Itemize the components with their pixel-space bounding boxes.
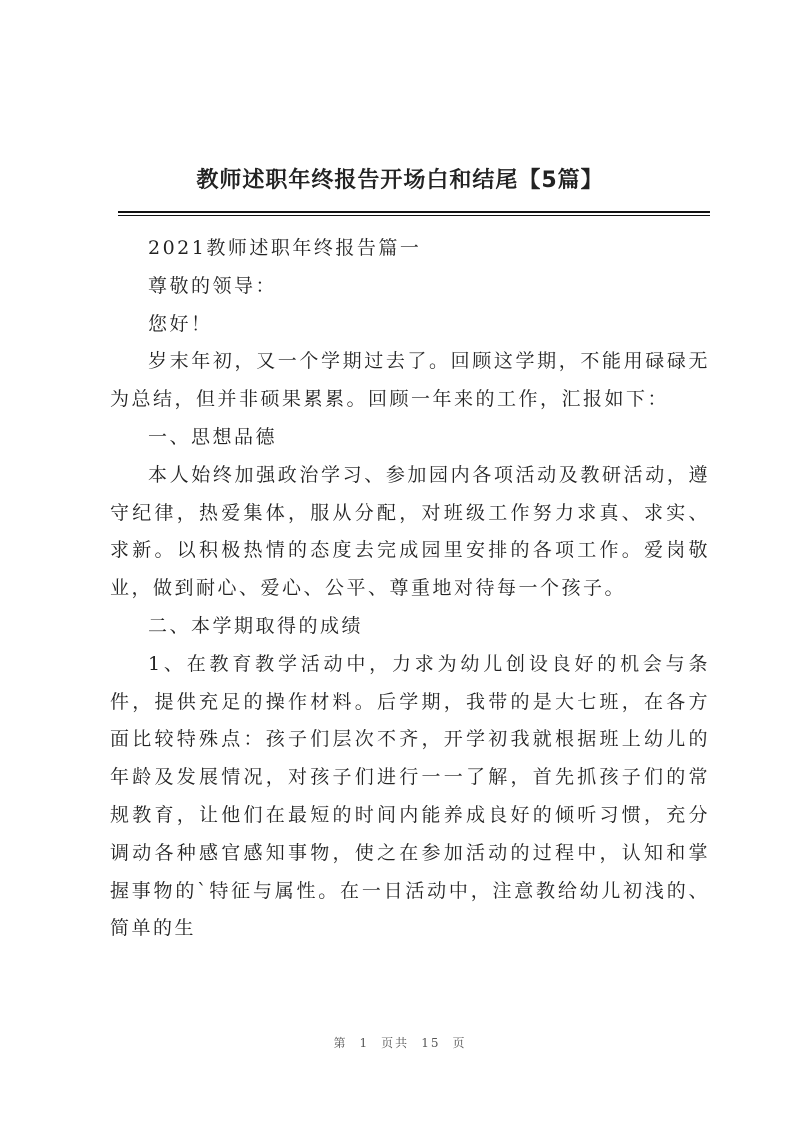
- section-heading: 2021教师述职年终报告篇一: [148, 237, 422, 259]
- page-footer: [0, 1034, 800, 1051]
- subheading-achievements: 二、本学期取得的成绩: [148, 614, 364, 637]
- document-body: [110, 230, 710, 948]
- footer-page-number: 1: [359, 1036, 370, 1050]
- footer-suffix: 页: [452, 1036, 467, 1050]
- title-divider-thick: [118, 211, 710, 213]
- footer-middle: 页共: [381, 1036, 410, 1050]
- subheading-ideology: 一、思想品德: [148, 425, 278, 448]
- salutation: 尊敬的领导：: [148, 274, 278, 297]
- document-title: 教师述职年终报告开场白和结尾【5篇】: [196, 168, 604, 193]
- footer-prefix: 第: [333, 1036, 348, 1050]
- greeting: 您好！: [148, 312, 213, 335]
- title-divider-thin: [118, 215, 710, 216]
- footer-total-pages: 15: [421, 1036, 441, 1050]
- body-paragraph: 本人始终加强政治学习、参加园内各项活动及教研活动，遵守纪律，热爱集体，服从分配，对班级工作努力求真、求实、求新。以积极热情的态度去完成园里安排的各项工作。爱岗敬业，做到耐心、爱心、公平、尊重地对待每一个孩子。: [110, 463, 710, 600]
- body-paragraph: 1、在教育教学活动中，力求为幼儿创设良好的机会与条件，提供充足的操作材料。后学期，我带的是大七班，在各方面比较特殊点：孩子们层次不齐，开学初我就根据班上幼儿的年龄及发展情况，对孩子们进行一一了解，首先抓孩子们的常规教育，让他们在最短的时间内能养成良好的倾听习惯，充分调动各种感官感知事物，使之在参加活动的过程中，认知和掌握事物的`特征与属性。在一日活动中，注意教给幼儿初浅的、简单的生: [110, 652, 710, 940]
- body-paragraph: 岁末年初，又一个学期过去了。回顾这学期，不能用碌碌无为总结，但并非硕果累累。回顾一年来的工作，汇报如下：: [110, 350, 710, 411]
